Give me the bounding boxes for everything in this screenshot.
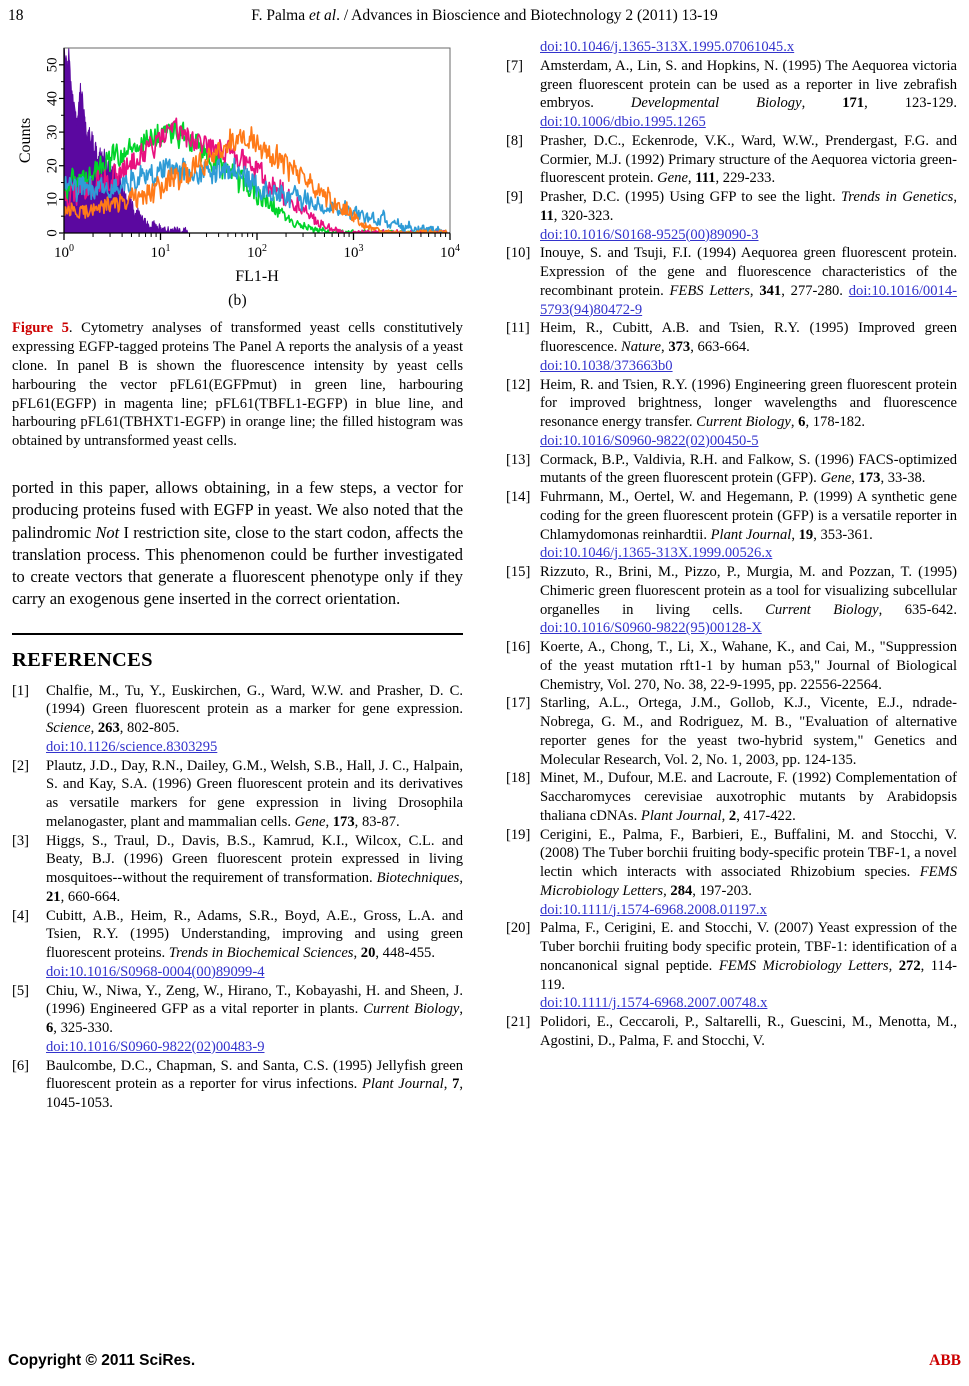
- doi-link[interactable]: doi:10.1126/science.8303295: [46, 738, 218, 755]
- reference-separator: ,: [791, 526, 799, 543]
- reference-journal: Plant Journal: [361, 1076, 444, 1093]
- reference-pages: , 663-664.: [690, 339, 750, 355]
- doi-link[interactable]: doi:10.1038/373663b0: [540, 357, 673, 374]
- reference-citation: Cormack, B.P., Valdivia, R.H. and Falkow, S. (1996) FACS-optimized mutants of the green fluorescent protein (GFP).: [540, 451, 957, 487]
- reference-text: [540, 376, 957, 451]
- references-list-left: [12, 682, 463, 1113]
- reference-citation: Cerigini, E., Palma, F., Barbieri, E., Buffalini, M. and Stocchi, V. (2008) The Tuber borchii fruiting body-specific protein TBF-1, a novel lectin which interacts with associated Rhizobium species.: [540, 826, 957, 880]
- reference-separator: ,: [749, 282, 760, 299]
- reference-separator: ,: [353, 945, 361, 962]
- reference-citation: Palma, F., Cerigini, E. and Stocchi, V. (2007) Yeast expression of the Tuber borchii fruiting body specific protein, TBF-1: identification of a noncanonical signal peptide.: [540, 920, 957, 974]
- doi-link[interactable]: doi:10.1046/j.1365-313X.1995.07061045.x: [540, 39, 795, 55]
- reference-item: [12, 757, 463, 832]
- doi-link[interactable]: doi:10.1016/S0960-9822(02)00483-9: [46, 1038, 265, 1055]
- reference-number: [9]: [506, 189, 524, 205]
- reference-text: [540, 488, 957, 563]
- reference-item: [506, 488, 957, 563]
- reference-journal: Plant Journal: [710, 526, 792, 543]
- reference-volume: 19: [798, 526, 814, 543]
- reference-number: [10]: [506, 245, 531, 262]
- reference-citation: Higgs, S., Traul, D., Davis, B.S., Kamrud, K.I., Wilcox, C.L. and Beaty, B.J. (1996) Green fluorescent protein expressed in living mosquitoes--without the requirement of transformation.: [46, 832, 463, 887]
- page-footer: [0, 1352, 969, 1376]
- reference-volume: 284: [670, 882, 693, 899]
- running-head-italic: et al: [308, 7, 337, 24]
- reference-item: [506, 188, 957, 244]
- body-paragraph-part1: ported in this paper, allows obtaining, in a few steps, a vector for producing proteins fused with EGFP in yeast. We also noted that the palindromic: [12, 478, 463, 542]
- reference-text: [540, 769, 957, 825]
- reference-number: [14]: [506, 489, 531, 505]
- reference-volume: 111: [695, 170, 716, 187]
- reference-item: [506, 57, 957, 132]
- reference-volume: 373: [668, 339, 691, 355]
- reference-item: [506, 919, 957, 1013]
- reference-text: [540, 244, 957, 319]
- reference-journal: FEMS Microbiology Letters: [540, 864, 957, 899]
- reference-citation: Baulcombe, D.C., Chapman, S. and Santa, C.S. (1995) Jellyfish green fluorescent protein as a reporter for virus infections.: [46, 1057, 463, 1093]
- reference-pages: , 114-119.: [540, 957, 957, 993]
- reference-pages: , 417-422.: [736, 807, 796, 824]
- reference-text: [46, 832, 463, 907]
- reference-citation: Rizzuto, R., Brini, M., Pizzo, P., Murgia, M. and Pozzan, T. (1995) Chimeric green fluorescent protein as a tool for visualizing subcellular organelles in living cells.: [540, 564, 957, 618]
- doi-link[interactable]: doi:10.1016/0014-5793(94)80472-9: [540, 282, 957, 318]
- reference-pages: , 277-280.: [781, 282, 849, 299]
- reference-item: [506, 376, 957, 451]
- reference-separator: ,: [801, 95, 843, 112]
- doi-link[interactable]: doi:10.1111/j.1574-6968.2007.00748.x: [540, 995, 768, 1012]
- doi-link[interactable]: doi:10.1016/S0968-0004(00)89099-4: [46, 963, 265, 980]
- reference-separator: ,: [953, 189, 957, 205]
- reference-pages: , 635-642.: [878, 601, 957, 618]
- reference-citation: Plautz, J.D., Day, R.N., Dailey, G.M., Welsh, S.B., Hall, J. C., Halpain, S. and Kay, S.A. (1996) Green fluorescent protein and its derivatives as versatile markers for gene expression in living Drosophila melanogaster, plant and mammalian cells.: [46, 757, 463, 830]
- figure-caption-label: Figure 5: [12, 320, 69, 336]
- reference-citation: Chiu, W., Niwa, Y., Zeng, W., Hirano, T., Kobayashi, H. and Sheen, J. (1996) Engineered GFP as a vital reporter in plants.: [46, 982, 463, 1018]
- reference-pages: , 229-233.: [715, 170, 776, 187]
- reference-citation: Koerte, A., Chong, T., Li, X., Wahane, K., and Cai, M., "Suppression of the yeast mutation rft1-1 by human p53," Journal of Biological Chemistry, Vol. 270, No. 38, 22-9-1995, pp. 22556-22564.: [540, 639, 957, 693]
- reference-item: [506, 638, 957, 694]
- reference-journal: Trends in Genetics: [840, 189, 954, 205]
- journal-abbreviation: ABB: [929, 1352, 961, 1369]
- reference-pages: , 448-455.: [375, 945, 435, 962]
- doi-link[interactable]: doi:10.1016/S0960-9822(95)00128-X: [540, 620, 762, 637]
- reference-citation: Polidori, E., Ceccaroli, P., Saltarelli, R., Guescini, M., Menotta, M., Agostini, D., Palma, F. and Stocchi, V.: [540, 1014, 957, 1049]
- reference-number: [20]: [506, 920, 531, 937]
- reference-number: [5]: [12, 982, 30, 999]
- reference-item: [506, 319, 957, 375]
- page-number: 18: [8, 7, 24, 24]
- cytometry-histogram-plot: [12, 38, 463, 290]
- reference-volume: 272: [898, 957, 921, 974]
- running-head-part1: F. Palma: [251, 7, 309, 24]
- reference-item: [506, 694, 957, 769]
- reference-journal: Developmental Biology: [630, 95, 802, 112]
- reference-item: [506, 132, 957, 188]
- reference-separator: ,: [851, 470, 859, 487]
- reference-item: [12, 907, 463, 982]
- figure-caption-text: . Cytometry analyses of transformed yeast cells constitutively expressing EGFP-tagged proteins The Panel A reports the analysis of a yeast clone. In panel B is shown the fluorescence intensity by yeast cells harbouring the vector pFL61(EGFPmut) in green line, harbouring pFL61(EGFP) in magenta line; pFL61(TBFL1-EGFP) in blue line, and harbouring pFL61(TBHXT1-EGFP) in orange line; the filled histogram was obtained by untransformed yeast cells.: [12, 320, 463, 450]
- reference-separator: ,: [687, 170, 696, 187]
- reference-number: [21]: [506, 1014, 531, 1030]
- figure-caption: [12, 319, 463, 451]
- reference-number: [3]: [12, 832, 30, 849]
- reference-text: [540, 826, 957, 920]
- panel-letter: (b): [228, 292, 247, 309]
- copyright-notice: Copyright © 2011 SciRes.: [8, 1352, 196, 1369]
- reference-text: [46, 682, 463, 757]
- reference-number: [1]: [12, 682, 30, 699]
- reference-text: [540, 451, 957, 489]
- reference-pages: , 802-805.: [119, 720, 180, 737]
- reference-pages: , 325-330.: [53, 1020, 113, 1037]
- references-heading: REFERENCES: [12, 648, 153, 671]
- reference-volume: 7: [452, 1076, 460, 1093]
- reference-citation: Inouye, S. and Tsuji, F.I. (1994) Aequorea green fluorescent protein. Expression of the gene and fluorescence characteristics of the recombinant protein.: [540, 245, 957, 299]
- running-head: [0, 4, 969, 30]
- reference-separator: ,: [888, 957, 899, 974]
- x-axis-tick-label: $10^2$: [247, 243, 267, 261]
- left-column: [12, 38, 463, 1113]
- reference-citation: Prasher, D.C. (1995) Using GFP to see the light.: [540, 189, 841, 205]
- reference-journal: Gene: [294, 813, 326, 830]
- reference-text: [46, 907, 463, 982]
- reference-number: [13]: [506, 451, 531, 468]
- reference-pages: , 123-129.: [864, 95, 957, 112]
- reference-number: [7]: [506, 57, 524, 74]
- reference-number: [2]: [12, 757, 30, 774]
- doi-link[interactable]: doi:10.1016/S0960-9822(02)00450-5: [540, 432, 759, 449]
- reference-journal: Gene: [820, 470, 852, 487]
- reference-number: [8]: [506, 132, 524, 149]
- reference-citation: Fuhrmann, M., Oertel, W. and Hegemann, P. (1999) A synthetic gene coding for the green fluorescent protein (GFP) is a versatile reporter in Chlamydomonas reinhardtii.: [540, 489, 957, 543]
- reference-number: [4]: [12, 907, 30, 924]
- reference-item: [506, 563, 957, 638]
- reference-number: [19]: [506, 826, 531, 843]
- reference-number: [15]: [506, 564, 531, 580]
- reference-citation: Heim, R., Cubitt, A.B. and Tsien, R.Y. (1995) Improved green fluorescence.: [540, 320, 957, 355]
- reference-text: [46, 1057, 463, 1113]
- reference-volume: 173: [332, 813, 355, 830]
- reference-item: [506, 826, 957, 920]
- reference-text: [540, 638, 957, 694]
- body-paragraph: [12, 477, 463, 610]
- doi-link[interactable]: doi:10.1006/dbio.1995.1265: [540, 114, 706, 130]
- reference-journal: Biotechniques: [376, 870, 460, 887]
- x-axis-tick-label: $10^1$: [150, 243, 171, 261]
- reference-volume: 6: [798, 414, 806, 430]
- reference-separator: ,: [663, 882, 671, 899]
- reference-volume: 21: [46, 888, 61, 905]
- reference-text: [46, 757, 463, 832]
- reference-number: [18]: [506, 770, 531, 787]
- reference-volume: 20: [360, 945, 376, 962]
- reference-citation: Chalfie, M., Tu, Y., Euskirchen, G., Ward, W.W. and Prasher, D. C. (1994) Green fluorescent protein as a marker for gene expression.: [46, 682, 463, 718]
- reference-item: [506, 451, 957, 489]
- reference-journal: FEMS Microbiology Letters: [718, 957, 889, 974]
- reference-item: [506, 1013, 957, 1051]
- x-axis-tick-label: $10^0$: [54, 243, 74, 261]
- reference-volume: 171: [842, 95, 865, 112]
- reference-number: [11]: [506, 320, 530, 337]
- reference-item: [12, 982, 463, 1057]
- reference-pages: , 33-38.: [880, 470, 926, 487]
- reference-item: [506, 769, 957, 825]
- x-axis-tick-label: $10^4$: [440, 243, 460, 261]
- reference-journal: FEBS Letters: [669, 282, 750, 299]
- reference-separator: ,: [325, 813, 333, 830]
- reference-item: [12, 682, 463, 757]
- reference-journal: Plant Journal: [640, 807, 722, 824]
- reference-number: [16]: [506, 639, 531, 655]
- reference-volume: 2: [728, 807, 737, 824]
- reference-volume: 341: [759, 282, 782, 299]
- right-column: [506, 38, 957, 1051]
- reference-citation: Cubitt, A.B., Heim, R., Adams, S.R., Boyd, A.E., Gross, L.A. and Tsien, R.Y. (1995) Understanding, improving and using green fluorescent proteins.: [46, 907, 463, 962]
- reference-citation: Amsterdam, A., Lin, S. and Hopkins, N. (1995) The Aequorea victoria green fluorescent protein can be used as a reporter in live zebrafish embryos.: [540, 57, 957, 112]
- reference-pages: , 660-664.: [60, 888, 121, 905]
- reference-journal: Current Biology: [696, 414, 791, 430]
- reference-volume: 11: [540, 207, 554, 224]
- reference-volume: 173: [858, 470, 881, 487]
- reference-separator: ,: [443, 1076, 453, 1093]
- y-axis-tick-label: 50: [44, 57, 61, 73]
- reference-journal: Trends in Biochemical Sciences: [168, 945, 354, 962]
- references-divider: [12, 633, 463, 635]
- reference-text: [540, 319, 957, 375]
- body-paragraph-part2: I restriction site, close to the start codon, affects the translation process. This phenomenon could be further investigated to create vectors that generate a fluorescent phenotype only if they carry an exogenous gene inserted in the correct orientation.: [12, 522, 463, 609]
- doi-link[interactable]: doi:10.1016/S0168-9525(00)89090-3: [540, 226, 759, 243]
- reference-separator: ,: [721, 807, 729, 824]
- doi-link[interactable]: doi:10.1111/j.1574-6968.2008.01197.x: [540, 901, 767, 918]
- reference-separator: ,: [459, 1001, 463, 1018]
- doi-link[interactable]: doi:10.1046/j.1365-313X.1999.00526.x: [540, 545, 773, 562]
- reference-journal: Current Biology: [363, 1001, 460, 1018]
- running-head-part2: . / Advances in Bioscience and Biotechnology 2 (2011) 13-19: [336, 7, 718, 24]
- reference-pages: , 1045-1053.: [46, 1076, 464, 1112]
- reference-citation: Prasher, D.C., Eckenrode, V.K., Ward, W.W., Prendergast, F.G. and Cormier, M.J. (1992) Primary structure of the Aequorea victoria green-fluorescent protein.: [540, 132, 957, 187]
- reference-text: [540, 919, 957, 1013]
- reference-separator: ,: [790, 414, 799, 430]
- y-axis-tick-label: 40: [44, 90, 61, 106]
- reference-6-doi: [506, 38, 957, 57]
- figure-5: [12, 38, 463, 451]
- reference-separator: ,: [90, 720, 98, 737]
- reference-separator: ,: [661, 339, 669, 355]
- reference-volume: 6: [46, 1020, 54, 1037]
- reference-pages: , 178-182.: [805, 414, 866, 430]
- reference-journal: Current Biology: [765, 601, 879, 618]
- reference-text: [540, 694, 957, 769]
- x-axis-title: FL1-H: [235, 268, 279, 285]
- reference-text: [46, 982, 463, 1057]
- reference-separator: ,: [459, 870, 463, 887]
- reference-text: [540, 563, 957, 638]
- x-axis-tick-label: $10^3$: [343, 243, 364, 261]
- y-axis-title: Counts: [17, 117, 34, 164]
- reference-journal: Science: [46, 720, 91, 737]
- reference-journal: Gene: [657, 170, 688, 187]
- references-list-right: [506, 57, 957, 1051]
- reference-pages: , 353-361.: [813, 526, 873, 543]
- reference-citation: Heim, R. and Tsien, R.Y. (1996) Engineering green fluorescent protein for improved brightness, longer wavelengths and fluorescence resonance energy transfer.: [540, 376, 957, 430]
- reference-volume: 263: [97, 720, 120, 737]
- reference-citation: Starling, A.L., Ortega, J.M., Gollob, K.J., Vicente, E.J., ndrade-Nobrega, G. M., and Rodriguez, M. B., "Evaluation of alternative reporter genes for the yeast two-hybrid system," Genetics and Molecular Research, Vol. 2, No. 1, 2003, pp. 124-135.: [540, 695, 957, 768]
- reference-citation: Minet, M., Dufour, M.E. and Lacroute, F. (1992) Complementation of Saccharomyces cerevisiae auxotrophic mutants by Arabidopsis thaliana cDNAs.: [540, 770, 957, 824]
- reference-pages: , 197-203.: [692, 882, 752, 899]
- body-paragraph-italic: Not: [95, 522, 120, 542]
- reference-number: [17]: [506, 695, 531, 712]
- y-axis-tick-label: 10: [44, 191, 61, 207]
- reference-text: [540, 188, 957, 244]
- reference-item: [506, 244, 957, 319]
- running-head-title: [0, 7, 969, 25]
- reference-text: [540, 132, 957, 188]
- reference-number: [12]: [506, 376, 531, 393]
- reference-item: [12, 1057, 463, 1113]
- y-axis-tick-label: 0: [44, 229, 61, 237]
- reference-pages: , 320-323.: [553, 207, 614, 224]
- reference-item: [12, 832, 463, 907]
- reference-number: [6]: [12, 1057, 30, 1074]
- y-axis-tick-label: 30: [44, 124, 61, 140]
- reference-text: [540, 1013, 957, 1051]
- reference-journal: Nature: [621, 339, 662, 355]
- reference-pages: , 83-87.: [354, 813, 400, 830]
- reference-text: [540, 57, 957, 132]
- y-axis-tick-label: 20: [44, 158, 61, 174]
- chart-svg: [12, 38, 463, 290]
